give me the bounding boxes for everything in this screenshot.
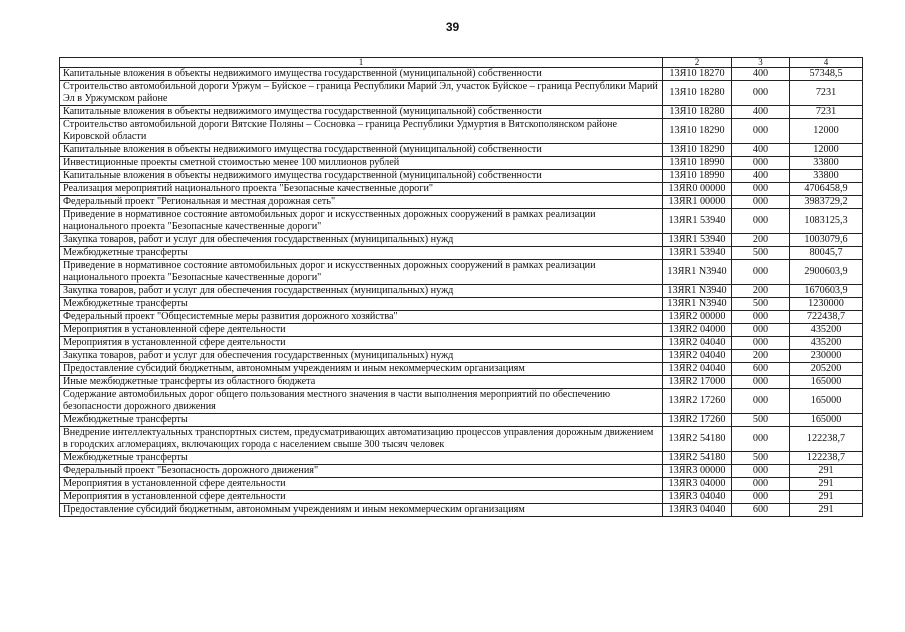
table-row (60, 389, 863, 414)
column-header-type: 3 (732, 58, 790, 68)
name-cell: Капитальные вложения в объекты недвижимого имущества государственной (муниципальной) собственности (60, 106, 663, 119)
code-cell: 13ЯR2 04040 (663, 337, 732, 350)
code-cell: 13Я10 18280 (663, 81, 732, 106)
sum-cell: 1670603,9 (790, 285, 863, 298)
code-cell: 13Я10 18270 (663, 68, 732, 81)
type-cell: 500 (732, 452, 790, 465)
budget-table (59, 57, 863, 517)
table-row (60, 247, 863, 260)
column-header-sum: 4 (790, 58, 863, 68)
type-cell: 000 (732, 389, 790, 414)
table-row (60, 157, 863, 170)
name-cell: Закупка товаров, работ и услуг для обеспечения государственных (муниципальных) нужд (60, 234, 663, 247)
table-row (60, 209, 863, 234)
table-row (60, 234, 863, 247)
table-row (60, 465, 863, 478)
table-row (60, 144, 863, 157)
name-cell: Строительство автомобильной дороги Уржум – Буйское – граница Республики Марий Эл, участок Буйское – граница Республики Марий Эл в Уржумском районе (60, 81, 663, 106)
name-cell: Реализация мероприятий национального проекта "Безопасные качественные дороги" (60, 183, 663, 196)
name-cell: Предоставление субсидий бюджетным, автономным учреждениям и иным некоммерческим организациям (60, 504, 663, 517)
sum-cell: 1083125,3 (790, 209, 863, 234)
name-cell: Капитальные вложения в объекты недвижимого имущества государственной (муниципальной) собственности (60, 170, 663, 183)
sum-cell: 122238,7 (790, 452, 863, 465)
code-cell: 13ЯR1 53940 (663, 209, 732, 234)
type-cell: 000 (732, 196, 790, 209)
page-number: 39 (445, 20, 460, 34)
sum-cell: 435200 (790, 324, 863, 337)
type-cell: 400 (732, 106, 790, 119)
name-cell: Приведение в нормативное состояние автомобильных дорог и искусственных дорожных сооружений в рамках реализации национального проекта "Безопасные качественные дороги" (60, 209, 663, 234)
code-cell: 13ЯR1 53940 (663, 234, 732, 247)
column-header-code: 2 (663, 58, 732, 68)
code-cell: 13ЯR3 04000 (663, 478, 732, 491)
type-cell: 600 (732, 363, 790, 376)
type-cell: 000 (732, 183, 790, 196)
sum-cell: 1003079,6 (790, 234, 863, 247)
table-header-row (60, 58, 863, 68)
type-cell: 000 (732, 311, 790, 324)
type-cell: 500 (732, 298, 790, 311)
table-row (60, 350, 863, 363)
code-cell: 13ЯR2 04040 (663, 350, 732, 363)
name-cell: Федеральный проект "Общесистемные меры развития дорожного хозяйства" (60, 311, 663, 324)
type-cell: 000 (732, 324, 790, 337)
name-cell: Межбюджетные трансферты (60, 247, 663, 260)
code-cell: 13ЯR2 17260 (663, 389, 732, 414)
sum-cell: 291 (790, 504, 863, 517)
sum-cell: 57348,5 (790, 68, 863, 81)
type-cell: 200 (732, 285, 790, 298)
name-cell: Предоставление субсидий бюджетным, автономным учреждениям и иным некоммерческим организациям (60, 363, 663, 376)
sum-cell: 12000 (790, 119, 863, 144)
type-cell: 000 (732, 376, 790, 389)
type-cell: 000 (732, 81, 790, 106)
table-row (60, 260, 863, 285)
code-cell: 13ЯR2 17260 (663, 414, 732, 427)
sum-cell: 291 (790, 465, 863, 478)
code-cell: 13ЯR2 04000 (663, 324, 732, 337)
type-cell: 000 (732, 491, 790, 504)
name-cell: Межбюджетные трансферты (60, 452, 663, 465)
type-cell: 200 (732, 234, 790, 247)
sum-cell: 205200 (790, 363, 863, 376)
name-cell: Федеральный проект "Региональная и местная дорожная сеть" (60, 196, 663, 209)
table-row (60, 324, 863, 337)
name-cell: Строительство автомобильной дороги Вятские Поляны – Сосновка – граница Республики Удмуртия в Вятскополянском районе Кировской области (60, 119, 663, 144)
code-cell: 13ЯR2 00000 (663, 311, 732, 324)
type-cell: 400 (732, 144, 790, 157)
name-cell: Межбюджетные трансферты (60, 298, 663, 311)
sum-cell: 165000 (790, 414, 863, 427)
name-cell: Мероприятия в установленной сфере деятельности (60, 491, 663, 504)
name-cell: Мероприятия в установленной сфере деятельности (60, 324, 663, 337)
sum-cell: 435200 (790, 337, 863, 350)
code-cell: 13Я10 18290 (663, 119, 732, 144)
name-cell: Федеральный проект "Безопасность дорожного движения" (60, 465, 663, 478)
table-row (60, 452, 863, 465)
name-cell: Содержание автомобильных дорог общего пользования местного значения в части выполнения мероприятий по обеспечению безопасности дорожного движения (60, 389, 663, 414)
sum-cell: 33800 (790, 157, 863, 170)
table-row (60, 311, 863, 324)
sum-cell: 291 (790, 491, 863, 504)
code-cell: 13ЯR0 00000 (663, 183, 732, 196)
type-cell: 500 (732, 247, 790, 260)
sum-cell: 33800 (790, 170, 863, 183)
type-cell: 500 (732, 414, 790, 427)
type-cell: 000 (732, 209, 790, 234)
code-cell: 13ЯR2 17000 (663, 376, 732, 389)
table-row (60, 427, 863, 452)
code-cell: 13ЯR1 N3940 (663, 260, 732, 285)
name-cell: Закупка товаров, работ и услуг для обеспечения государственных (муниципальных) нужд (60, 350, 663, 363)
sum-cell: 122238,7 (790, 427, 863, 452)
sum-cell: 12000 (790, 144, 863, 157)
sum-cell: 7231 (790, 106, 863, 119)
table-row (60, 376, 863, 389)
sum-cell: 165000 (790, 376, 863, 389)
sum-cell: 165000 (790, 389, 863, 414)
name-cell: Инвестиционные проекты сметной стоимостью менее 100 миллионов рублей (60, 157, 663, 170)
table-row (60, 414, 863, 427)
type-cell: 000 (732, 260, 790, 285)
name-cell: Приведение в нормативное состояние автомобильных дорог и искусственных дорожных сооружений в рамках реализации национального проекта "Безопасные качественные дороги" (60, 260, 663, 285)
code-cell: 13ЯR3 04040 (663, 504, 732, 517)
sum-cell: 4706458,9 (790, 183, 863, 196)
type-cell: 000 (732, 119, 790, 144)
code-cell: 13ЯR1 N3940 (663, 298, 732, 311)
table-row (60, 68, 863, 81)
table-row (60, 363, 863, 376)
sum-cell: 1230000 (790, 298, 863, 311)
code-cell: 13ЯR2 54180 (663, 427, 732, 452)
sum-cell: 3983729,2 (790, 196, 863, 209)
type-cell: 000 (732, 465, 790, 478)
name-cell: Внедрение интеллектуальных транспортных систем, предусматривающих автоматизацию процессов управления дорожным движением в городских агломерациях, включающих города с населением свыше 300 тысяч человек (60, 427, 663, 452)
type-cell: 000 (732, 478, 790, 491)
type-cell: 000 (732, 157, 790, 170)
sum-cell: 2900603,9 (790, 260, 863, 285)
code-cell: 13ЯR1 N3940 (663, 285, 732, 298)
sum-cell: 7231 (790, 81, 863, 106)
name-cell: Межбюджетные трансферты (60, 414, 663, 427)
type-cell: 000 (732, 337, 790, 350)
table-row (60, 504, 863, 517)
code-cell: 13ЯR2 54180 (663, 452, 732, 465)
type-cell: 400 (732, 68, 790, 81)
column-header-name: 1 (60, 58, 663, 68)
table-row (60, 196, 863, 209)
sum-cell: 230000 (790, 350, 863, 363)
code-cell: 13ЯR1 00000 (663, 196, 732, 209)
code-cell: 13ЯR2 04040 (663, 363, 732, 376)
table-row (60, 119, 863, 144)
name-cell: Мероприятия в установленной сфере деятельности (60, 337, 663, 350)
code-cell: 13ЯR3 04040 (663, 491, 732, 504)
name-cell: Мероприятия в установленной сфере деятельности (60, 478, 663, 491)
table-row (60, 183, 863, 196)
type-cell: 600 (732, 504, 790, 517)
table-row (60, 106, 863, 119)
type-cell: 000 (732, 427, 790, 452)
code-cell: 13Я10 18280 (663, 106, 732, 119)
code-cell: 13Я10 18290 (663, 144, 732, 157)
sum-cell: 291 (790, 478, 863, 491)
table-row (60, 491, 863, 504)
name-cell: Капитальные вложения в объекты недвижимого имущества государственной (муниципальной) собственности (60, 68, 663, 81)
sum-cell: 722438,7 (790, 311, 863, 324)
table-row (60, 81, 863, 106)
name-cell: Иные межбюджетные трансферты из областного бюджета (60, 376, 663, 389)
name-cell: Капитальные вложения в объекты недвижимого имущества государственной (муниципальной) собственности (60, 144, 663, 157)
table-row (60, 478, 863, 491)
type-cell: 400 (732, 170, 790, 183)
table-row (60, 285, 863, 298)
name-cell: Закупка товаров, работ и услуг для обеспечения государственных (муниципальных) нужд (60, 285, 663, 298)
code-cell: 13ЯR1 53940 (663, 247, 732, 260)
type-cell: 200 (732, 350, 790, 363)
table-row (60, 298, 863, 311)
code-cell: 13Я10 18990 (663, 170, 732, 183)
code-cell: 13ЯR3 00000 (663, 465, 732, 478)
code-cell: 13Я10 18990 (663, 157, 732, 170)
sum-cell: 80045,7 (790, 247, 863, 260)
table-row (60, 337, 863, 350)
table-row (60, 170, 863, 183)
